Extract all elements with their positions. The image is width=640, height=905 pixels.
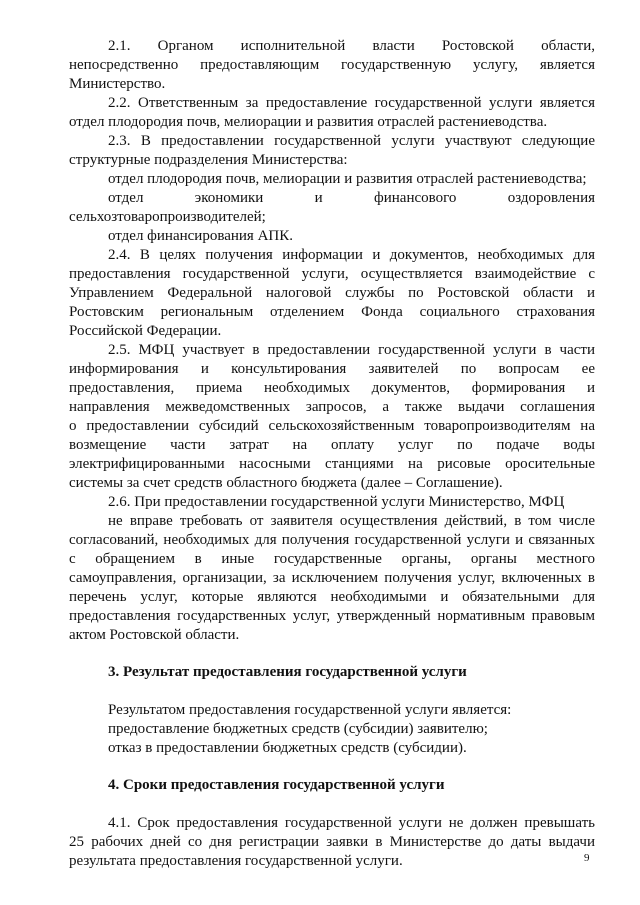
para-2-4-line-2: предоставления государственной услуги, осуществляется взаимодействие с [69, 266, 595, 282]
page-number: 9 [584, 852, 590, 864]
para-2-4-line-5: Российской Федерации. [69, 323, 222, 339]
para-2-5-line-7: электрифицированными насосными станциями на рисовые оросительные [69, 456, 595, 472]
para-4-1-line-2: 25 рабочих дней со дня регистрации заявки в Министерстве до даты выдачи [69, 834, 595, 850]
para-2-5-line-1: 2.5. МФЦ участвует в предоставлении государственной услуги в части [108, 342, 595, 358]
section-4-heading: 4. Сроки предоставления государственной услуги [108, 777, 445, 793]
para-2-4-line-4: Ростовским региональным отделением Фонда социального страхования [69, 304, 595, 320]
para-2-6-line-7: предоставления государственных услуг, утвержденный нормативным правовым [69, 608, 595, 624]
para-2-5-line-3: предоставления, приема необходимых документов, формирования и [69, 380, 595, 396]
para-2-6-line-4: с обращением в иные государственные органы, органы местного [69, 551, 595, 567]
para-2-3-item-2-line-1: отдел экономики и финансового оздоровления [108, 190, 595, 206]
para-2-6-line-5: самоуправления, организации, за исключением получения услуг, включенных в [69, 570, 595, 586]
para-2-4-line-1: 2.4. В целях получения информации и документов, необходимых для [108, 247, 595, 263]
para-2-2-line-2: отдел плодородия почв, мелиорации и развития отраслей растениеводства. [69, 114, 548, 130]
para-2-6-line-6: перечень услуг, которые являются необходимыми и обязательными для [69, 589, 595, 605]
para-2-3-line-1: 2.3. В предоставлении государственной услуги участвуют следующие [108, 133, 595, 149]
section-3-heading: 3. Результат предоставления государственной услуги [108, 664, 467, 680]
para-2-5-line-5: о предоставлении субсидий сельскохозяйственным товаропроизводителям на [69, 418, 595, 434]
para-2-6-line-2: не вправе требовать от заявителя осуществления действий, в том числе [108, 513, 595, 529]
section-3-line-1: Результатом предоставления государственной услуги является: [108, 702, 512, 718]
para-2-5-line-6: возмещение части затрат на оплату услуг по подаче воды [69, 437, 595, 453]
para-2-1-line-2: непосредственно предоставляющим государственную услугу, является [69, 57, 595, 73]
para-4-1-line-3: результата предоставления государственной услуги. [69, 853, 403, 869]
para-2-6-line-1: 2.6. При предоставлении государственной услуги Министерство, МФЦ [108, 494, 565, 510]
para-4-1-line-1: 4.1. Срок предоставления государственной услуги не должен превышать [108, 815, 595, 831]
section-3-line-2: предоставление бюджетных средств (субсидии) заявителю; [108, 721, 488, 737]
para-2-1-line-1: 2.1. Органом исполнительной власти Ростовской области, [108, 38, 595, 54]
para-2-5-line-2: информирования и консультирования заявителей по вопросам ее [69, 361, 595, 377]
para-2-3-item-1: отдел плодородия почв, мелиорации и развития отраслей растениеводства; [108, 171, 587, 187]
para-2-3-item-3: отдел финансирования АПК. [108, 228, 293, 244]
section-3-line-3: отказ в предоставлении бюджетных средств (субсидии). [108, 740, 467, 756]
para-2-3-item-2-line-2: сельхозтоваропроизводителей; [69, 209, 266, 225]
para-2-5-line-8: системы за счет средств областного бюджета (далее – Соглашение). [69, 475, 503, 491]
para-2-1-line-3: Министерство. [69, 76, 166, 92]
para-2-6-line-8: актом Ростовской области. [69, 627, 240, 643]
para-2-5-line-4: направления межведомственных запросов, а также выдачи соглашения [69, 399, 595, 415]
para-2-6-line-3: согласований, необходимых для получения государственной услуги и связанных [69, 532, 595, 548]
para-2-2-line-1: 2.2. Ответственным за предоставление государственной услуги является [108, 95, 595, 111]
para-2-3-line-2: структурные подразделения Министерства: [69, 152, 348, 168]
para-2-4-line-3: Управлением Федеральной налоговой службы по Ростовской области и [69, 285, 595, 301]
